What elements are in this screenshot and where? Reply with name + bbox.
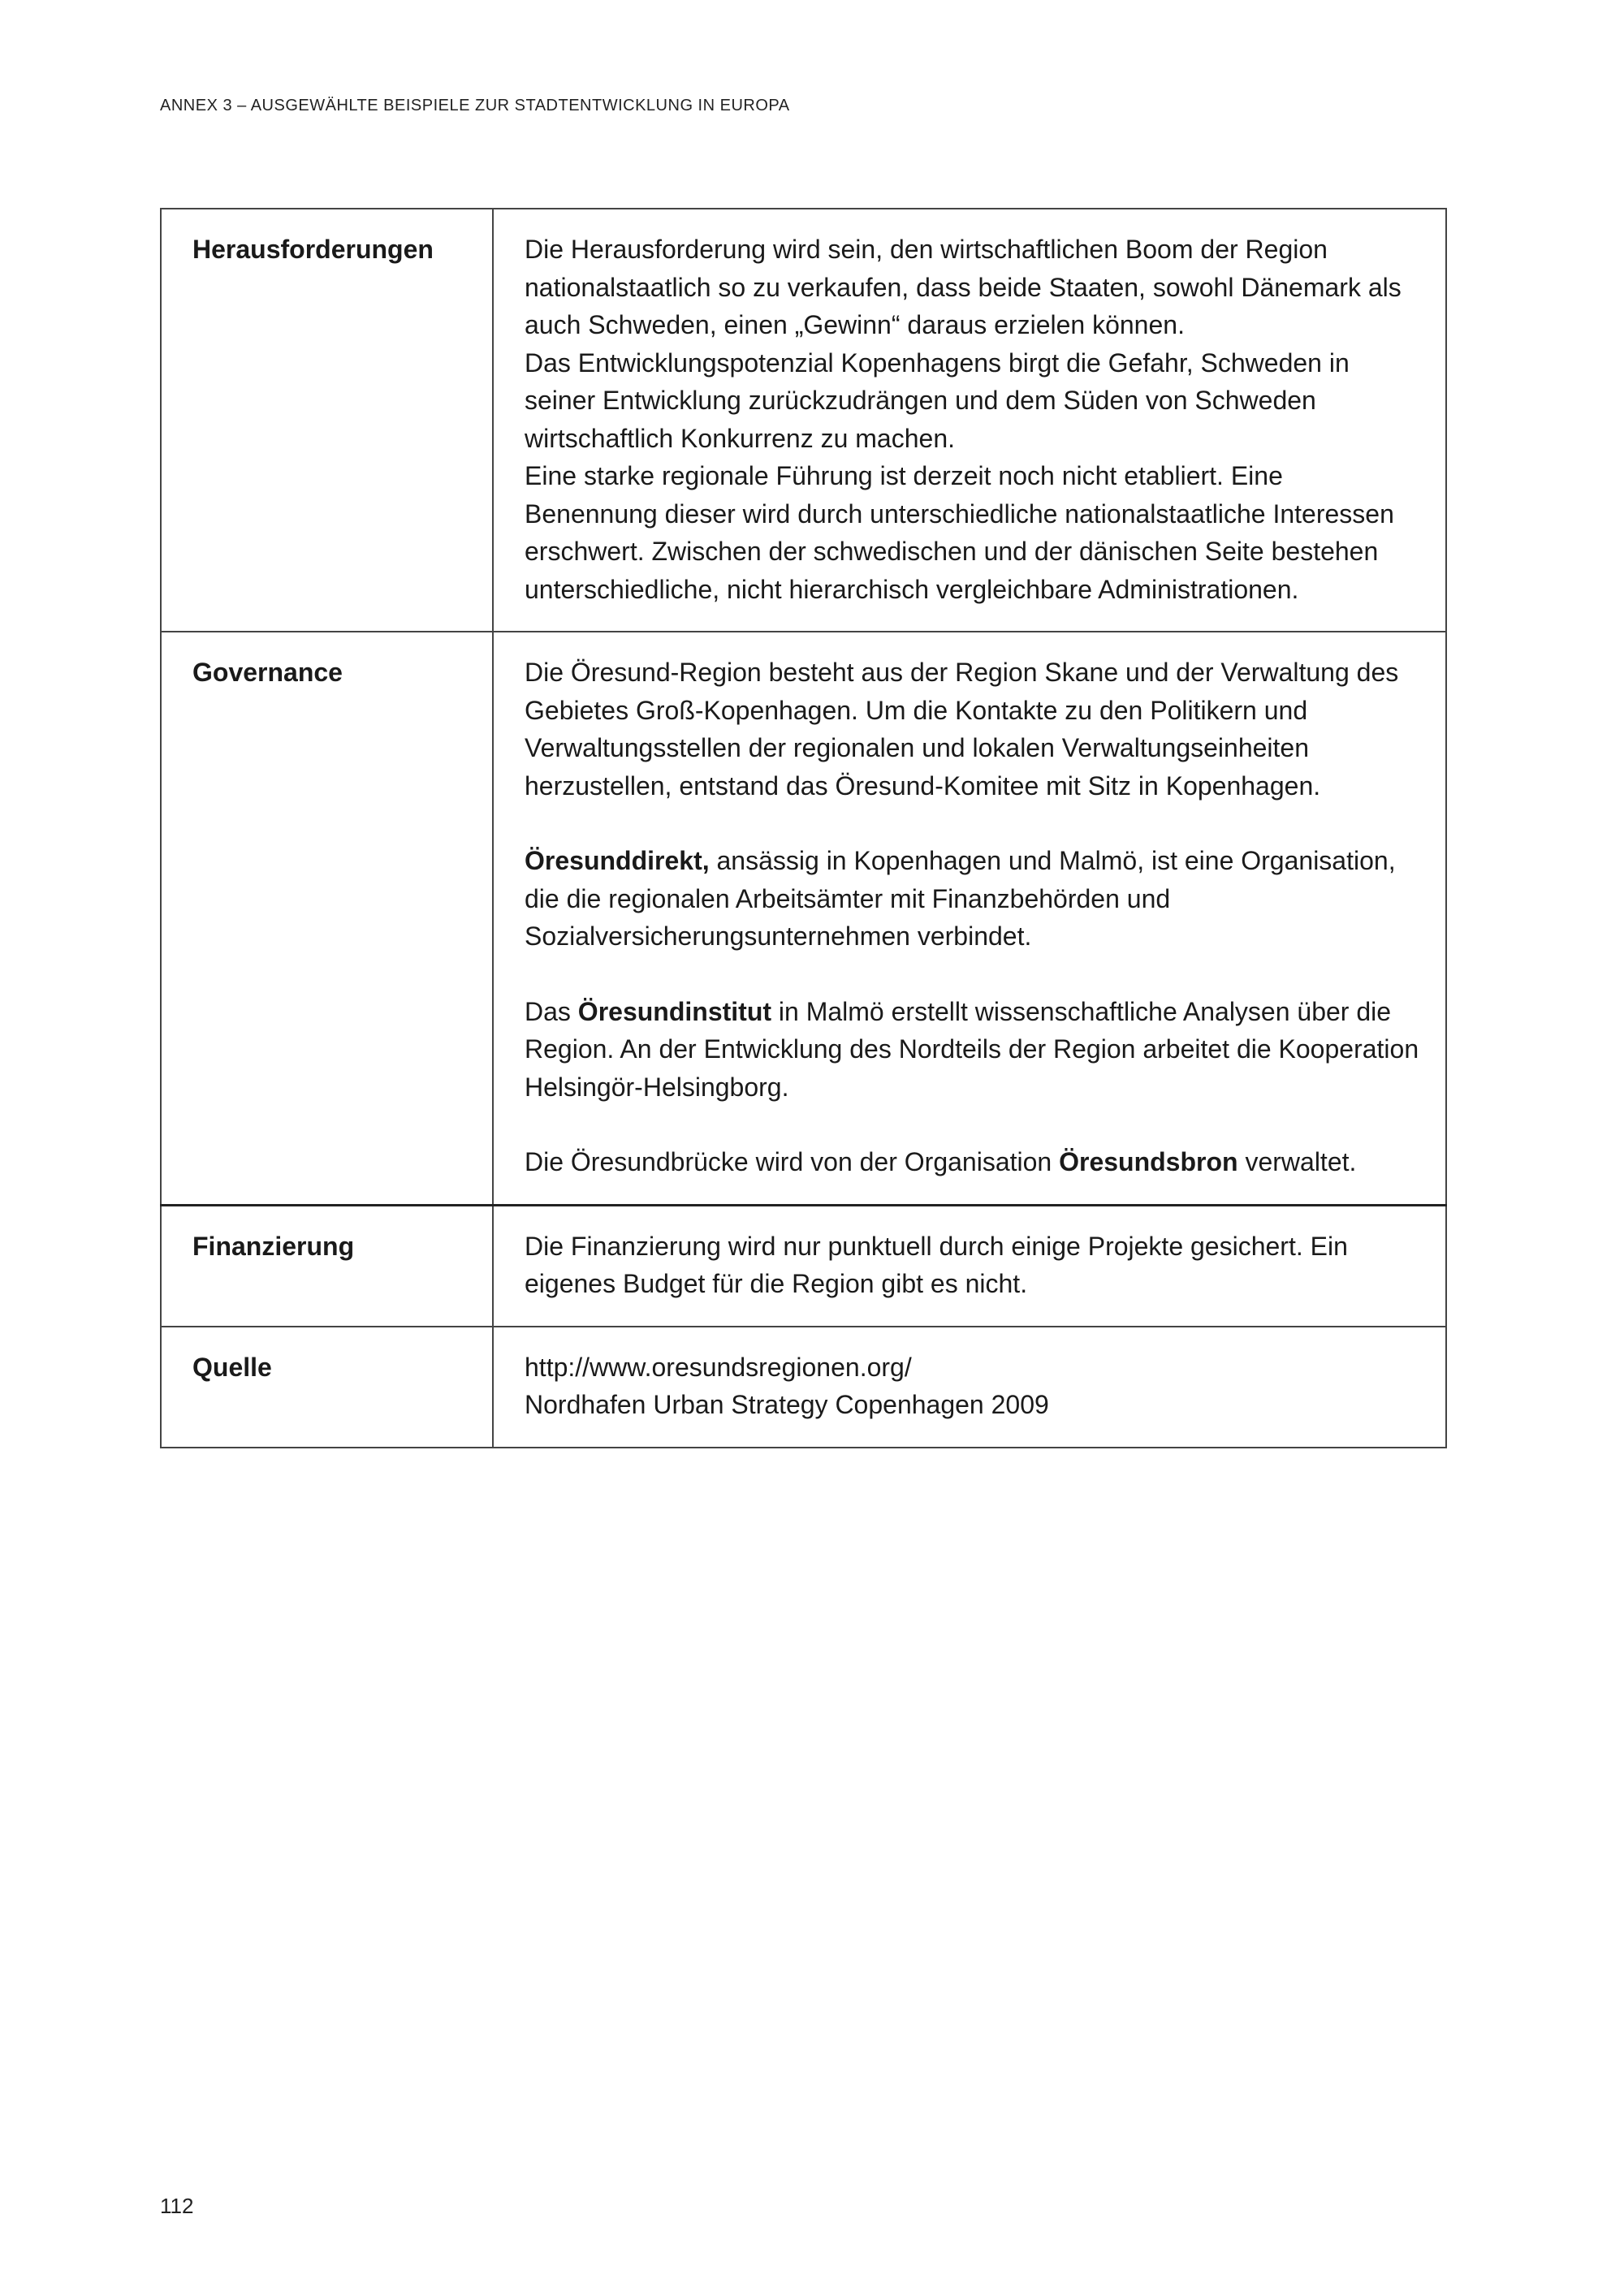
herausforderungen-paragraph-1: Die Herausforderung wird sein, den wirtschaftlichen Boom der Region nationalstaatlich so zu verkaufen, dass beide Staaten, sowohl Dänemark als auch Schweden, einen „Gewinn“ daraus erzielen können. <box>525 235 1402 339</box>
table-row-finanzierung <box>161 1205 1446 1327</box>
row-content-herausforderungen <box>493 209 1446 632</box>
governance-paragraph-4-lead: Die Öresundbrücke wird von der Organisation <box>525 1147 1060 1176</box>
page-number: 112 <box>160 2194 194 2218</box>
table-row-quelle <box>161 1327 1446 1448</box>
governance-paragraph-3-lead: Das <box>525 996 578 1026</box>
governance-paragraph-2 <box>525 842 1423 956</box>
row-label-herausforderungen: Herausforderungen <box>161 209 493 632</box>
finanzierung-text: Die Finanzierung wird nur punktuell durch einige Projekte gesichert. Ein eigenes Budget für die Region gibt es nicht. <box>525 1231 1348 1298</box>
row-content-finanzierung <box>493 1205 1446 1327</box>
governance-paragraph-2-text: ansässig in Kopenhagen und Malmö, ist eine Organisation, die die regionalen Arbeitsämter mit Finanzbehörden und Sozialversicherungsunternehmen verbindet. <box>525 846 1396 951</box>
row-label-finanzierung: Finanzierung <box>161 1205 493 1327</box>
row-content-quelle <box>493 1327 1446 1448</box>
running-header: ANNEX 3 – AUSGEWÄHLTE BEISPIELE ZUR STADTENTWICKLUNG IN EUROPA <box>160 97 790 114</box>
row-label-governance: Governance <box>161 632 493 1205</box>
quelle-reference: Nordhafen Urban Strategy Copenhagen 2009 <box>525 1390 1049 1419</box>
governance-paragraph-4 <box>525 1143 1423 1181</box>
governance-paragraph-1: Die Öresund-Region besteht aus der Region Skane und der Verwaltung des Gebietes Groß-Kopenhagen. Um die Kontakte zu den Politikern und Verwaltungsstellen der regionalen und lokalen Verwaltungseinheiten herzustellen, entstand das Öresund-Komitee mit Sitz in Kopenhagen. <box>525 658 1399 801</box>
governance-paragraph-3 <box>525 993 1423 1107</box>
row-label-quelle: Quelle <box>161 1327 493 1448</box>
governance-term-oresundsbron: Öresundsbron <box>1059 1147 1238 1176</box>
table-row-governance <box>161 632 1446 1205</box>
governance-paragraph-4-text: verwaltet. <box>1237 1147 1357 1176</box>
info-table <box>160 208 1447 1448</box>
herausforderungen-paragraph-2: Das Entwicklungspotenzial Kopenhagens birgt die Gefahr, Schweden in seiner Entwicklung zurückzudrängen und dem Süden von Schweden wirtschaftlich Konkurrenz zu machen. <box>525 347 1350 453</box>
row-content-governance <box>493 632 1446 1205</box>
herausforderungen-paragraph-3: Eine starke regionale Führung ist derzeit noch nicht etabliert. Eine Benennung dieser wird durch unterschiedliche nationalstaatliche Interessen erschwert. Zwischen der schwedischen und der dänischen Seite bestehen unterschiedliche, nicht hierarchisch vergleichbare Administrationen. <box>525 461 1394 604</box>
governance-paragraph-3-text: in Malmö erstellt wissenschaftliche Analysen über die Region. An der Entwicklung des Nordteils der Region arbeitet die Kooperation Helsingör-Helsingborg. <box>525 996 1419 1102</box>
governance-term-oresundinstitut: Öresundinstitut <box>577 996 772 1026</box>
quelle-url: http://www.oresundsregionen.org/ <box>525 1352 912 1382</box>
table-row-herausforderungen <box>161 209 1446 632</box>
governance-term-oresunddirekt: Öresunddirekt, <box>525 846 710 875</box>
